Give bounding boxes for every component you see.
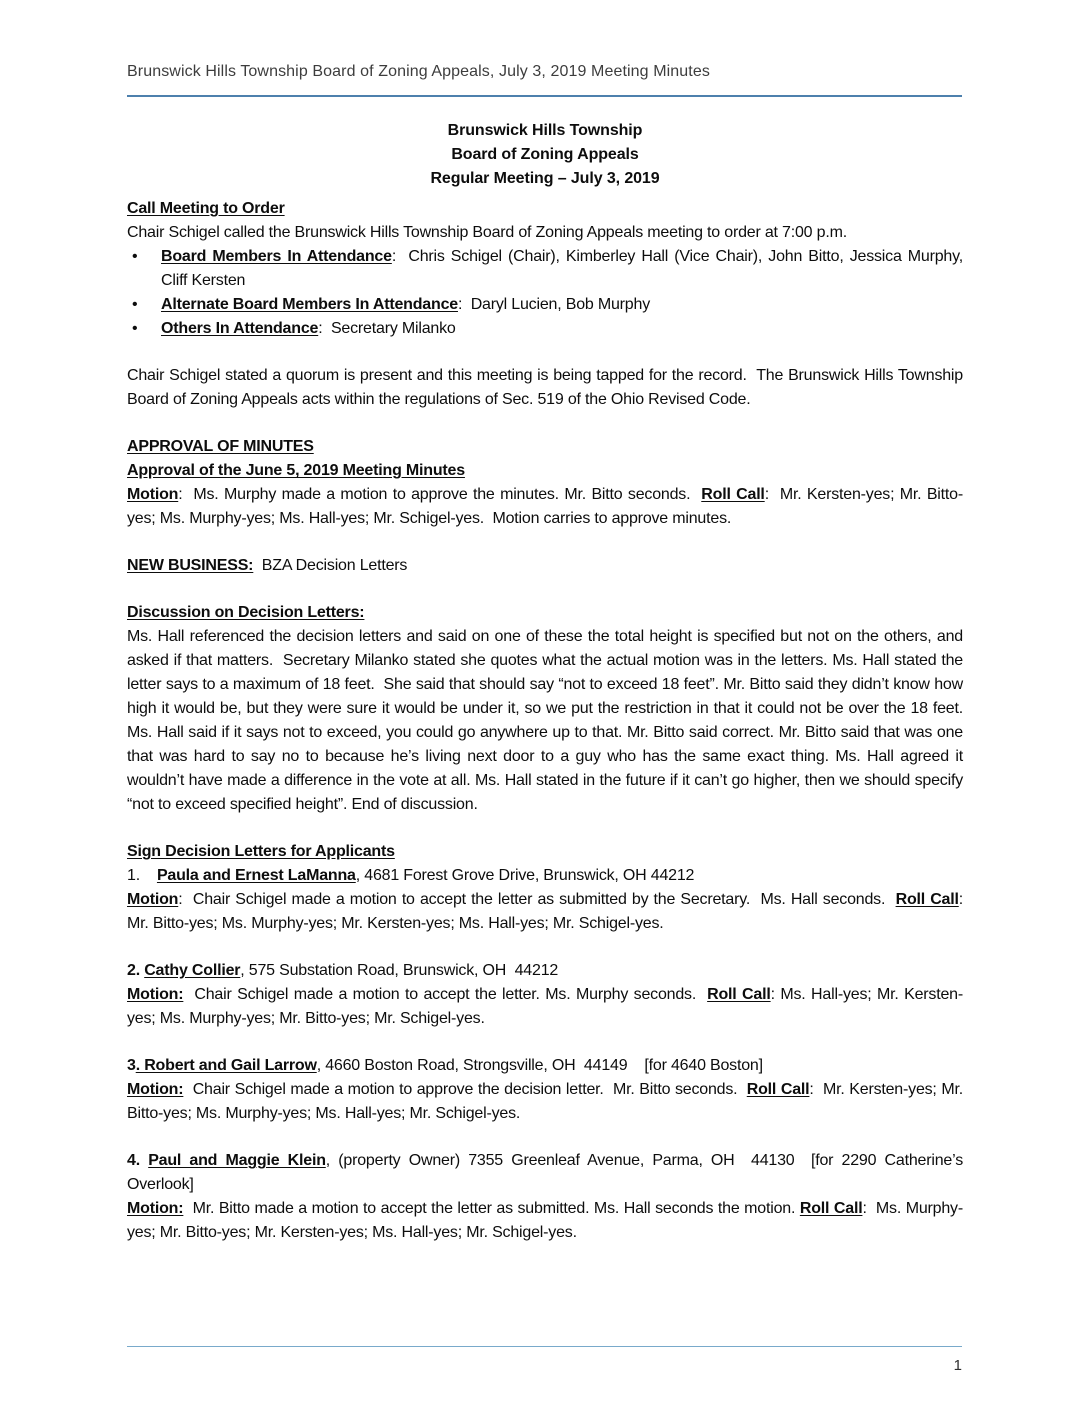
- text-run: APPROVAL OF MINUTES: [127, 438, 314, 455]
- paragraph-spacer: [127, 578, 963, 601]
- paragraph: [127, 1149, 968, 1197]
- document-body: [127, 197, 972, 1245]
- paragraph: [127, 959, 963, 983]
- text-run: Discussion on Decision Letters:: [127, 604, 365, 621]
- text-run: Roll Call: [707, 986, 771, 1003]
- document-title-line-3: Regular Meeting – July 3, 2019: [430, 170, 660, 187]
- bullet-text: [161, 248, 967, 289]
- document-title-block: [127, 119, 963, 191]
- text-run: : Ms. Hall-yes; Mr. Kersten-yes; Ms. Murphy-yes; Mr. Bitto-yes; Mr. Schigel-yes.: [127, 986, 963, 1027]
- document-header-text: Brunswick Hills Township Board of Zoning Appeals, July 3, 2019 Meeting Minutes: [127, 63, 710, 80]
- text-run: : Daryl Lucien, Bob Murphy: [457, 296, 650, 313]
- paragraph-spacer: [127, 1126, 963, 1149]
- text-run: : Secretary Milanko: [318, 320, 456, 337]
- section-heading: [127, 197, 963, 221]
- text-run: : Chair Schigel made a motion to accept the letter as submitted by the Secretary. Ms. Hall seconds.: [178, 891, 896, 908]
- section-heading: [127, 459, 963, 483]
- bullet-icon: •: [132, 320, 138, 337]
- text-run: Board Members In Attendance: [161, 248, 392, 265]
- paragraph-spacer: [127, 531, 963, 554]
- text-run: Others In Attendance: [161, 320, 319, 337]
- text-run: : Mr. Kersten-yes; Mr. Bitto-yes; Ms. Murphy-yes; Ms. Hall-yes; Mr. Schigel-yes. Motion carries to approve minutes.: [127, 486, 963, 527]
- bullet-icon: •: [132, 296, 138, 313]
- paragraph-spacer: [127, 817, 963, 840]
- paragraph: [127, 483, 963, 531]
- text-run: : Mr. Kersten-yes; Mr. Bitto-yes; Ms. Murphy-yes; Ms. Hall-yes; Mr. Schigel-yes.: [127, 1081, 968, 1122]
- text-run: Sign Decision Letters for Applicants: [127, 843, 395, 860]
- section-heading: [127, 601, 963, 625]
- paragraph-spacer: [127, 412, 963, 435]
- text-run: Roll Call: [799, 1200, 863, 1217]
- document-title-line-2: Board of Zoning Appeals: [451, 146, 639, 163]
- document-header: [127, 62, 962, 97]
- text-run: , 4660 Boston Road, Strongsville, OH 44149 [for 4640 Boston]: [316, 1057, 763, 1074]
- bullet-item: [127, 293, 963, 317]
- text-run: : Ms. Murphy-yes; Mr. Bitto-yes; Mr. Kersten-yes; Ms. Hall-yes; Mr. Schigel-yes.: [127, 1200, 963, 1241]
- bullet-text: [161, 320, 456, 337]
- text-run: Chair Schigel made a motion to approve the decision letter. Mr. Bitto seconds.: [183, 1081, 747, 1098]
- text-run: Roll Call: [701, 486, 765, 503]
- paragraph: [127, 1197, 963, 1245]
- text-run: , 575 Substation Road, Brunswick, OH 44212: [240, 962, 559, 979]
- document-content: [127, 119, 972, 1245]
- text-run: Roll Call: [746, 1081, 810, 1098]
- text-run: Approval of the June 5, 2019 Meeting Minutes: [127, 462, 465, 479]
- paragraph: [127, 888, 972, 936]
- text-run: 2.: [127, 962, 145, 979]
- bullet-item: [127, 245, 968, 293]
- text-run: Chair Schigel stated a quorum is present and this meeting is being tapped for the record. The Brunswick Hills Township Board of Zoning Appeals acts within the regulations of Sec. 519 of the Ohio Revised Code.: [127, 367, 968, 408]
- paragraph-spacer: [127, 1031, 963, 1054]
- text-run: 1.: [127, 867, 157, 884]
- text-run: : Ms. Murphy made a motion to approve the minutes. Mr. Bitto seconds.: [178, 486, 702, 503]
- text-run: Motion: [127, 486, 179, 503]
- text-run: Motion:: [127, 986, 184, 1003]
- text-run: Motion: [127, 891, 179, 908]
- text-run: Ms. Hall referenced the decision letters and said on one of these the total height is specified but not on the others, and asked if that matters. Secretary Milanko stated she quotes what the actual motion was in the letters. Ms. Hall stated the letter says to a maximum of 18 feet. She said that should say “not to exceed 18 feet”. Mr. Bitto said they didn’t know how high it would be, but they were sure it would be under it, so we put the restriction in that it could not be over the 18 feet. Ms. Hall said if it says not to exceed, you could go anywhere up to that. Mr. Bitto said correct. Mr. Bitto said that was one that was hard to say no to because he’s living next door to a guy who has the same exact thing. Ms. Hall agreed it wouldn’t have made a difference in the vote at all. Ms. Hall stated in the future if it can’t go higher, then we should specify “not to exceed specified height”. End of discussion.: [127, 628, 968, 813]
- paragraph-spacer: [127, 341, 963, 364]
- text-run: Alternate Board Members In Attendance: [161, 296, 458, 313]
- bullet-icon: •: [132, 248, 138, 265]
- paragraph: [127, 983, 963, 1031]
- paragraph: [127, 864, 963, 888]
- section-heading: [127, 840, 963, 864]
- text-run: Roll Call: [895, 891, 959, 908]
- text-run: 3: [127, 1057, 136, 1074]
- page-number: 1: [953, 1357, 962, 1374]
- paragraph: [127, 221, 963, 245]
- text-run: . Robert and Gail Larrow: [135, 1057, 317, 1074]
- text-run: Paula and Ernest LaManna: [156, 867, 356, 884]
- text-run: Motion:: [127, 1200, 184, 1217]
- text-run: Chair Schigel made a motion to accept the letter. Ms. Murphy seconds.: [183, 986, 708, 1003]
- footer-rule: [127, 1346, 962, 1347]
- text-run: : Mr. Bitto-yes; Ms. Murphy-yes; Mr. Kersten-yes; Ms. Hall-yes; Mr. Schigel-yes.: [127, 891, 972, 932]
- paragraph-spacer: [127, 936, 963, 959]
- paragraph: [127, 1054, 963, 1078]
- text-run: Chair Schigel called the Brunswick Hills Township Board of Zoning Appeals meeting to order at 7:00 p.m.: [127, 224, 847, 241]
- text-run: , 4681 Forest Grove Drive, Brunswick, OH 44212: [355, 867, 695, 884]
- bullet-item: [127, 317, 963, 341]
- paragraph: [127, 554, 963, 578]
- text-run: Call Meeting to Order: [127, 200, 285, 217]
- text-run: 4.: [127, 1152, 149, 1169]
- paragraph: [127, 364, 968, 412]
- text-run: BZA Decision Letters: [253, 557, 408, 574]
- paragraph: [127, 1078, 968, 1126]
- bullet-text: [161, 296, 650, 313]
- header-rule: [127, 95, 962, 97]
- section-heading: [127, 435, 963, 459]
- text-run: Mr. Bitto made a motion to accept the letter as submitted. Ms. Hall seconds the motion.: [183, 1200, 800, 1217]
- text-run: NEW BUSINESS:: [127, 557, 254, 574]
- document-title-line-1: Brunswick Hills Township: [447, 122, 643, 139]
- text-run: Paul and Maggie Klein: [148, 1152, 326, 1169]
- text-run: Cathy Collier: [144, 962, 241, 979]
- paragraph: [127, 625, 968, 817]
- text-run: Motion:: [127, 1081, 184, 1098]
- text-run: , (property Owner) 7355 Greenleaf Avenue, Parma, OH 44130 [for 2290 Catherine’s Overlook]: [127, 1152, 968, 1193]
- text-run: : Chris Schigel (Chair), Kimberley Hall (Vice Chair), John Bitto, Jessica Murphy, Cliff Kersten: [161, 248, 968, 289]
